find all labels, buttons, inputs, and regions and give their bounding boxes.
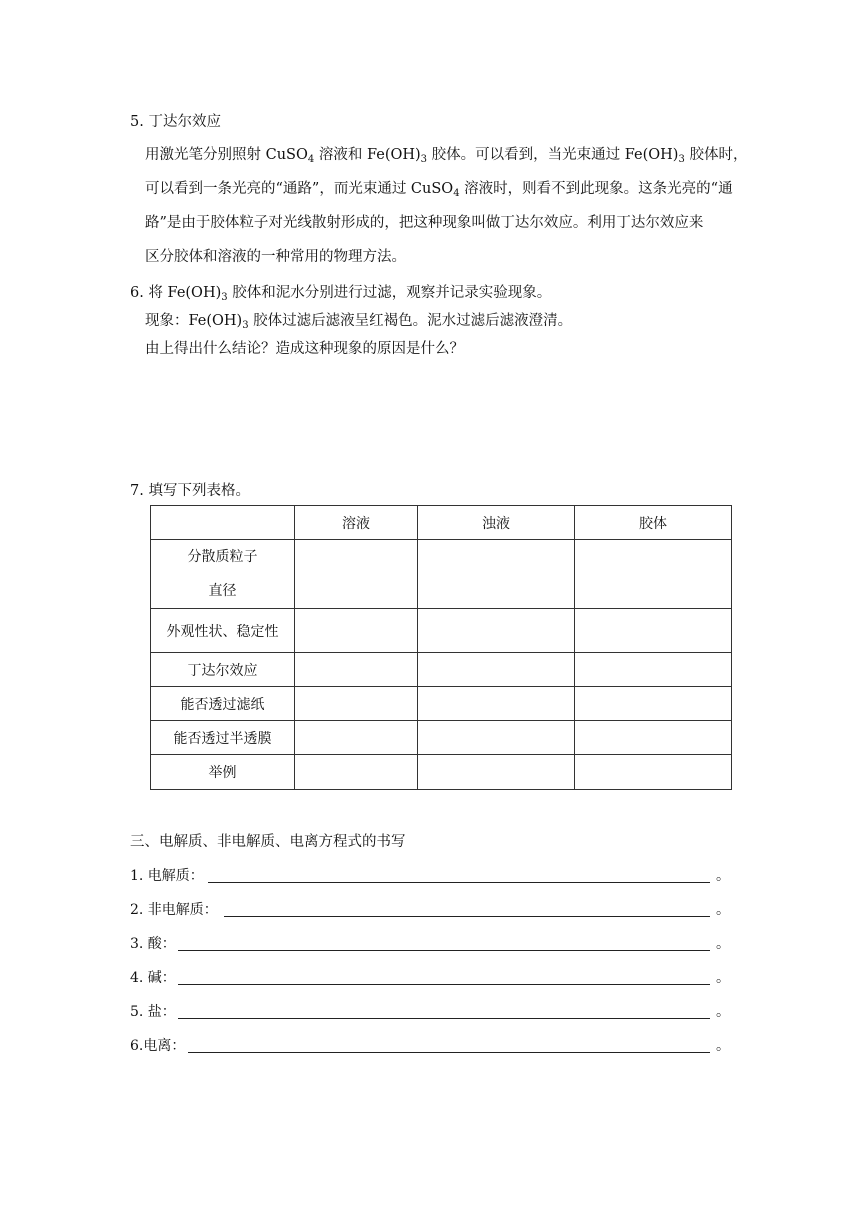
fill-item-label: 6.电离： bbox=[130, 1038, 186, 1054]
table-row bbox=[151, 609, 732, 653]
row-label bbox=[151, 540, 295, 609]
section6-heading bbox=[130, 281, 551, 302]
section5-line2 bbox=[145, 172, 733, 206]
fill-item-label: 5. 盐： bbox=[130, 1004, 176, 1020]
subscript: 3 bbox=[242, 320, 249, 331]
answer-cell[interactable] bbox=[575, 755, 732, 790]
subscript: 3 bbox=[221, 292, 228, 303]
section5-heading: 5. 丁达尔效应 bbox=[130, 114, 221, 130]
dispersion-table bbox=[150, 505, 731, 790]
text-segment: 6. 将 Fe(OH) bbox=[130, 285, 222, 301]
answer-cell[interactable] bbox=[418, 687, 575, 721]
answer-cell[interactable] bbox=[295, 540, 418, 609]
text-segment: 现象：Fe(OH) bbox=[145, 313, 243, 329]
table-header-row bbox=[151, 506, 732, 540]
fill-item-end: 。 bbox=[716, 1038, 730, 1054]
text-segment: 可以看到一条光亮的“通路”，而光束通过 CuSO bbox=[145, 181, 454, 197]
section6-phenomenon bbox=[145, 309, 572, 330]
table-row bbox=[151, 721, 732, 755]
answer-line[interactable] bbox=[178, 984, 710, 985]
section5-line1 bbox=[145, 138, 747, 172]
table-row bbox=[151, 653, 732, 687]
answer-cell[interactable] bbox=[575, 653, 732, 687]
fill-item-base bbox=[130, 967, 730, 989]
section7-heading: 7. 填写下列表格。 bbox=[130, 483, 250, 499]
row-label: 能否透过滤纸 bbox=[151, 687, 295, 721]
fill-item-label: 2. 非电解质： bbox=[130, 902, 218, 918]
fill-item-label: 4. 碱： bbox=[130, 970, 176, 986]
table-row bbox=[151, 687, 732, 721]
answer-cell[interactable] bbox=[295, 687, 418, 721]
fill-item-end: 。 bbox=[716, 936, 730, 952]
row-label: 丁达尔效应 bbox=[151, 653, 295, 687]
fill-item-end: 。 bbox=[716, 868, 730, 884]
subscript: 4 bbox=[307, 154, 315, 165]
section6-question: 由上得出什么结论？造成这种现象的原因是什么？ bbox=[145, 341, 464, 357]
fill-item-label: 3. 酸： bbox=[130, 936, 176, 952]
fill-item-non-electrolyte bbox=[130, 899, 730, 921]
text-segment: 溶液和 Fe(OH) bbox=[314, 147, 421, 163]
answer-line[interactable] bbox=[188, 1052, 710, 1053]
table-header-cell: 浊液 bbox=[418, 506, 575, 540]
answer-cell[interactable] bbox=[575, 721, 732, 755]
text-segment: 溶液时，则看不到此现象。这条光亮的“通 bbox=[459, 181, 733, 197]
text-segment: 用激光笔分别照射 CuSO bbox=[145, 147, 308, 163]
answer-cell[interactable] bbox=[418, 609, 575, 653]
fill-item-end: 。 bbox=[716, 902, 730, 918]
answer-cell[interactable] bbox=[418, 540, 575, 609]
answer-cell[interactable] bbox=[295, 755, 418, 790]
text-segment: 胶体过滤后滤液呈红褐色。泥水过滤后滤液澄清。 bbox=[248, 313, 573, 329]
answer-cell[interactable] bbox=[418, 653, 575, 687]
fill-item-end: 。 bbox=[716, 1004, 730, 1020]
answer-cell[interactable] bbox=[295, 653, 418, 687]
table-header-cell: 胶体 bbox=[575, 506, 732, 540]
section5-line3: 路”是由于胶体粒子对光线散射形成的，把这种现象叫做丁达尔效应。利用丁达尔效应来 bbox=[145, 215, 704, 231]
subscript: 4 bbox=[453, 188, 460, 199]
answer-cell[interactable] bbox=[295, 721, 418, 755]
fill-item-ionization bbox=[130, 1035, 730, 1057]
answer-cell[interactable] bbox=[418, 721, 575, 755]
row-label: 举例 bbox=[151, 755, 295, 790]
row-label: 能否透过半透膜 bbox=[151, 721, 295, 755]
subscript: 3 bbox=[420, 154, 428, 165]
answer-line[interactable] bbox=[178, 1018, 710, 1019]
answer-cell[interactable] bbox=[575, 540, 732, 609]
table-row bbox=[151, 540, 732, 609]
fill-item-end: 。 bbox=[716, 970, 730, 986]
section-three-heading: 三、电解质、非电解质、电离方程式的书写 bbox=[130, 834, 406, 850]
answer-line[interactable] bbox=[224, 916, 710, 917]
answer-cell[interactable] bbox=[575, 609, 732, 653]
table-header-cell bbox=[151, 506, 295, 540]
fill-item-electrolyte bbox=[130, 865, 730, 887]
fill-item-salt bbox=[130, 1001, 730, 1023]
text-segment: 胶体时， bbox=[684, 147, 748, 163]
answer-cell[interactable] bbox=[295, 609, 418, 653]
subscript: 3 bbox=[678, 154, 685, 165]
fill-item-acid bbox=[130, 933, 730, 955]
text-segment: 胶体。可以看到，当光束通过 Fe(OH) bbox=[427, 147, 679, 163]
answer-line[interactable] bbox=[208, 882, 710, 883]
answer-cell[interactable] bbox=[575, 687, 732, 721]
section5-line4: 区分胶体和溶液的一种常用的物理方法。 bbox=[145, 249, 406, 265]
answer-line[interactable] bbox=[178, 950, 710, 951]
table-row bbox=[151, 755, 732, 790]
row-label: 外观性状、稳定性 bbox=[151, 609, 295, 653]
fill-item-label: 1. 电解质： bbox=[130, 868, 204, 884]
text-segment: 胶体和泥水分别进行过滤，观察并记录实验现象。 bbox=[227, 285, 552, 301]
table-header-cell: 溶液 bbox=[295, 506, 418, 540]
row-label-line: 分散质粒子 bbox=[187, 549, 258, 565]
answer-cell[interactable] bbox=[418, 755, 575, 790]
row-label-line: 直径 bbox=[208, 583, 237, 599]
